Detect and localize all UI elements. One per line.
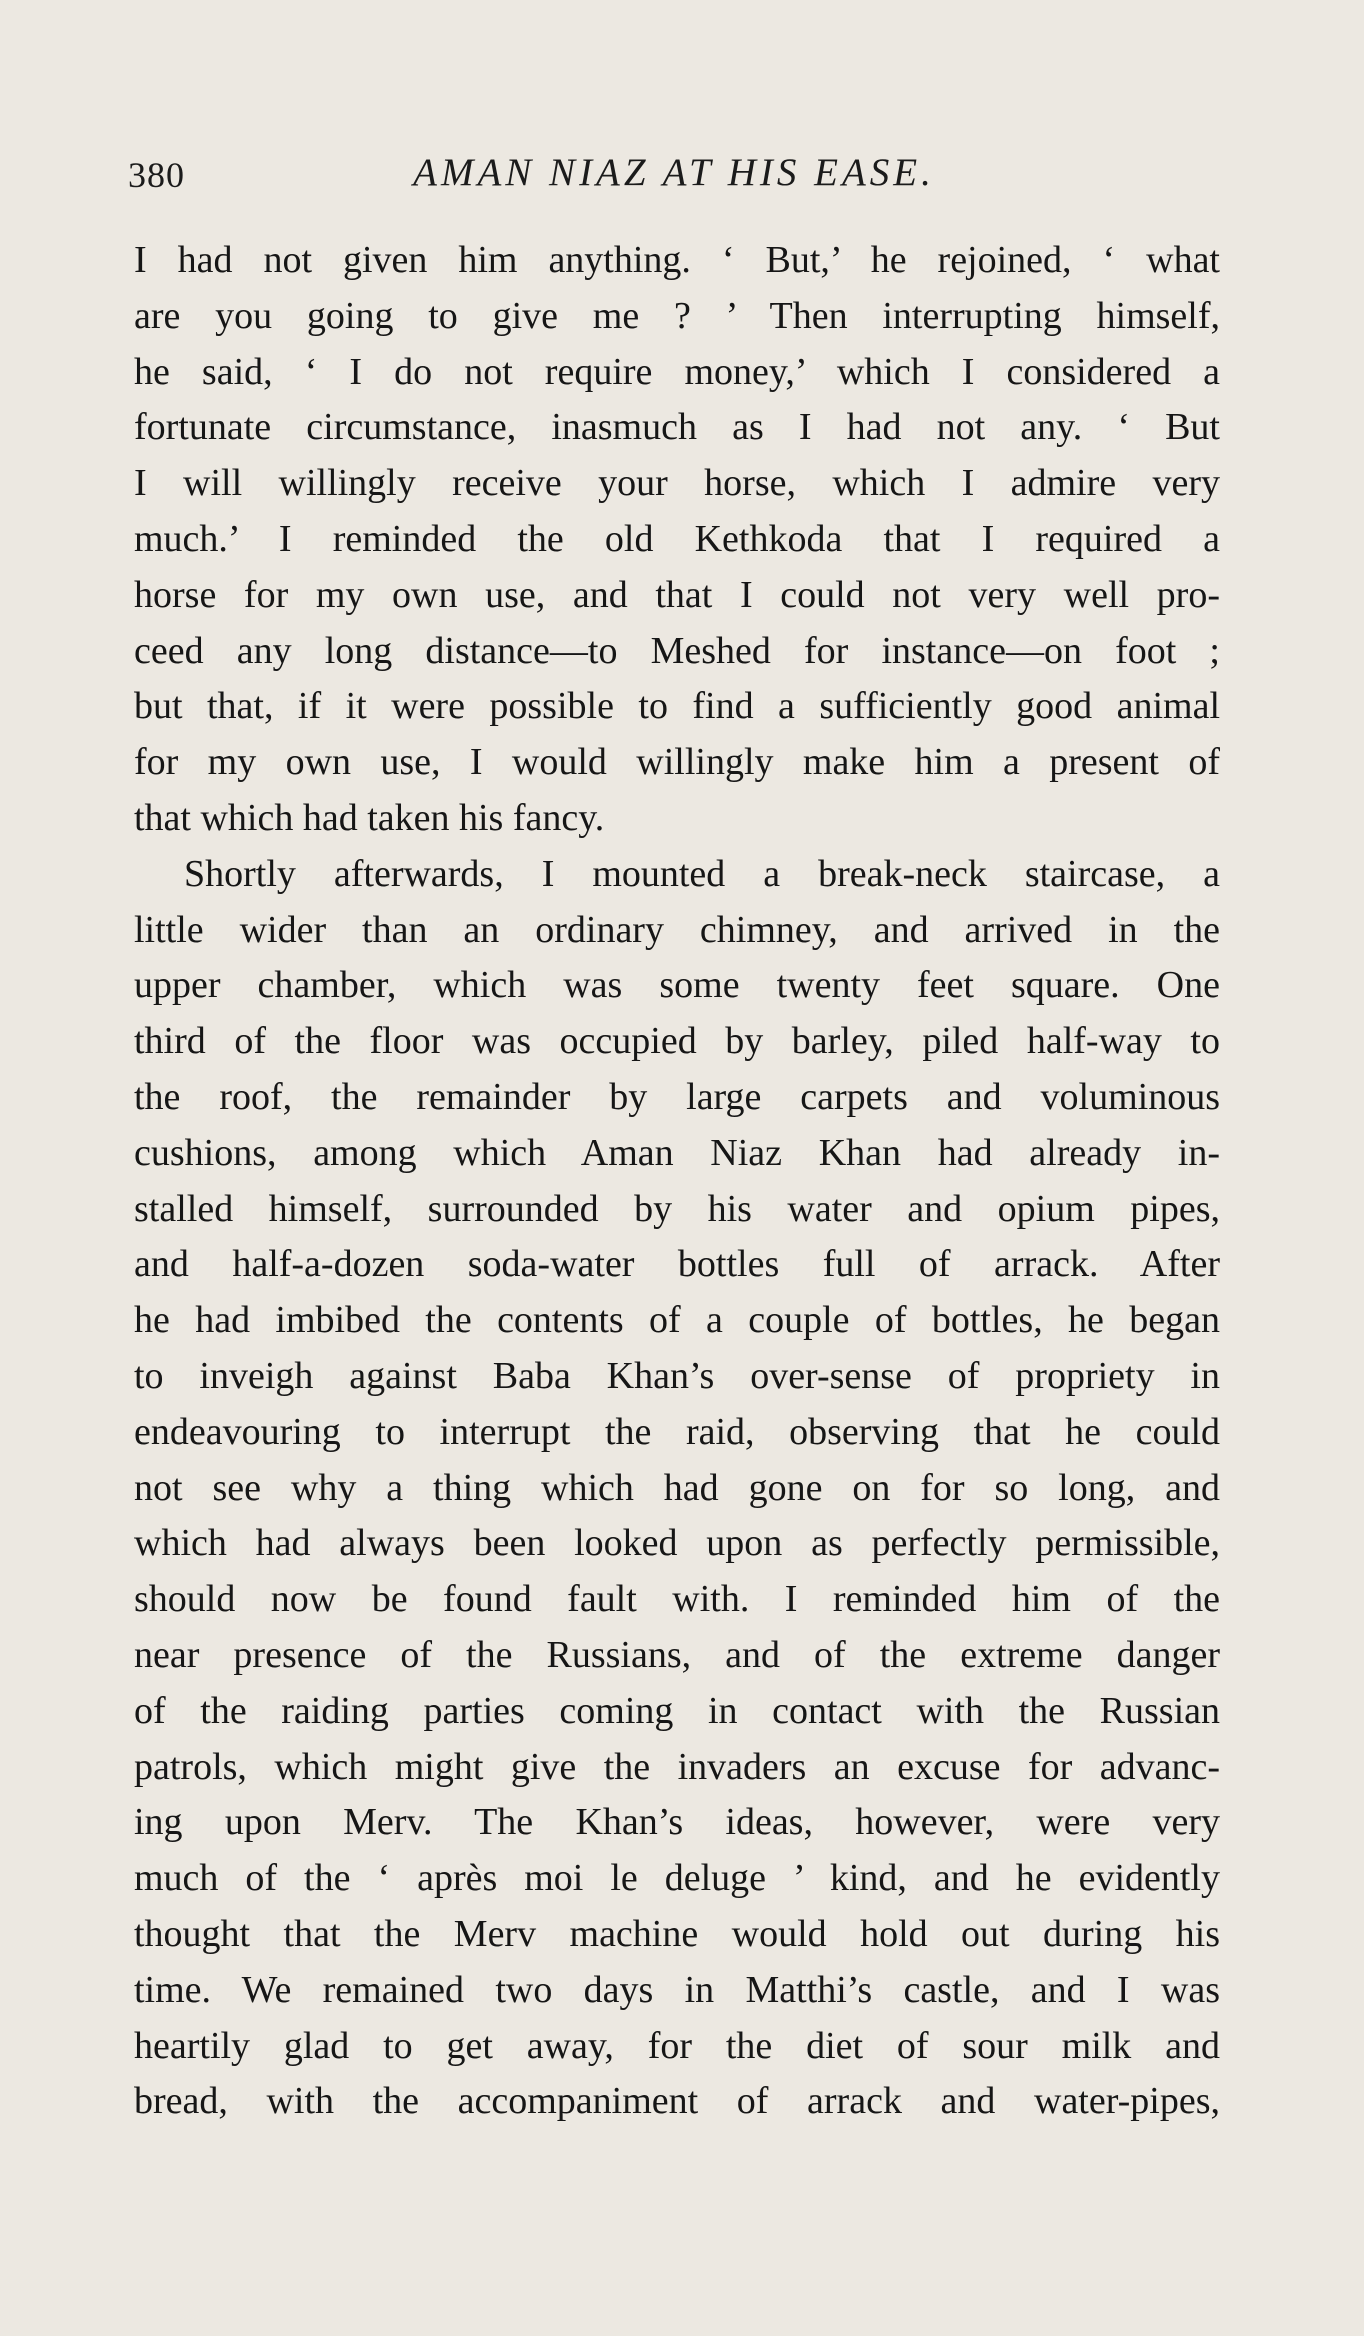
paragraph [134, 233, 1220, 847]
body-text [134, 233, 1220, 2130]
text-line: should now be found fault with. I reminded him of the [134, 1578, 1220, 1621]
paragraph [134, 847, 1220, 2130]
text-line: bread, with the accompaniment of arrack and water-pipes, [134, 2080, 1220, 2123]
text-line: he had imbibed the contents of a couple of bottles, he began [134, 1299, 1220, 1342]
text-line: fortunate circumstance, inasmuch as I had not any. ‘ But [134, 406, 1220, 449]
text-line: little wider than an ordinary chimney, and arrived in the [134, 908, 1220, 951]
text-line: which had always been looked upon as perfectly permissible, [134, 1522, 1220, 1565]
text-line: heartily glad to get away, for the diet of sour milk and [134, 2024, 1220, 2067]
text-line: and half-a-dozen soda-water bottles full of arrack. After [134, 1243, 1220, 1286]
text-line: are you going to give me ? ’ Then interrupting himself, [134, 294, 1220, 337]
text-line: near presence of the Russians, and of the extreme danger [134, 1633, 1220, 1676]
text-line: upper chamber, which was some twenty feet square. One [134, 964, 1220, 1007]
text-line: thought that the Merv machine would hold out during his [134, 1912, 1220, 1955]
text-line: third of the floor was occupied by barley, piled half-way to [134, 1020, 1220, 1063]
running-head: AMAN NIAZ AT HIS EASE. [413, 151, 935, 194]
text-line: of the raiding parties coming in contact with the Russian [134, 1689, 1220, 1732]
text-line: ceed any long distance—to Meshed for instance—on foot ; [134, 629, 1220, 672]
text-line: not see why a thing which had gone on for so long, and [134, 1466, 1220, 1509]
page-number: 380 [128, 155, 185, 195]
text-line: patrols, which might give the invaders an excuse for advanc- [134, 1745, 1220, 1788]
text-line: that which had taken his fancy. [134, 796, 605, 839]
text-line: stalled himself, surrounded by his water and opium pipes, [134, 1187, 1220, 1230]
text-line: much.’ I reminded the old Kethkoda that I required a [134, 517, 1220, 560]
text-line: to inveigh against Baba Khan’s over-sense of propriety in [134, 1354, 1220, 1397]
text-line: I will willingly receive your horse, which I admire very [134, 462, 1220, 505]
text-line: he said, ‘ I do not require money,’ which I considered a [134, 350, 1220, 393]
page-header [128, 150, 1220, 210]
text-line: cushions, among which Aman Niaz Khan had already in- [134, 1131, 1220, 1174]
text-line: endeavouring to interrupt the raid, observing that he could [134, 1410, 1220, 1453]
text-line: Shortly afterwards, I mounted a break-neck staircase, a [184, 852, 1220, 895]
text-line: but that, if it were possible to find a sufficiently good animal [134, 685, 1220, 728]
text-line: I had not given him anything. ‘ But,’ he rejoined, ‘ what [134, 239, 1220, 281]
text-line: ing upon Merv. The Khan’s ideas, however, were very [134, 1801, 1220, 1844]
text-line: much of the ‘ après moi le deluge ’ kind, and he evidently [134, 1857, 1220, 1900]
text-line: time. We remained two days in Matthi’s castle, and I was [134, 1968, 1220, 2011]
text-line: horse for my own use, and that I could not very well pro- [134, 573, 1220, 616]
text-line: the roof, the remainder by large carpets and voluminous [134, 1075, 1220, 1118]
text-line: for my own use, I would willingly make him a present of [134, 741, 1220, 784]
